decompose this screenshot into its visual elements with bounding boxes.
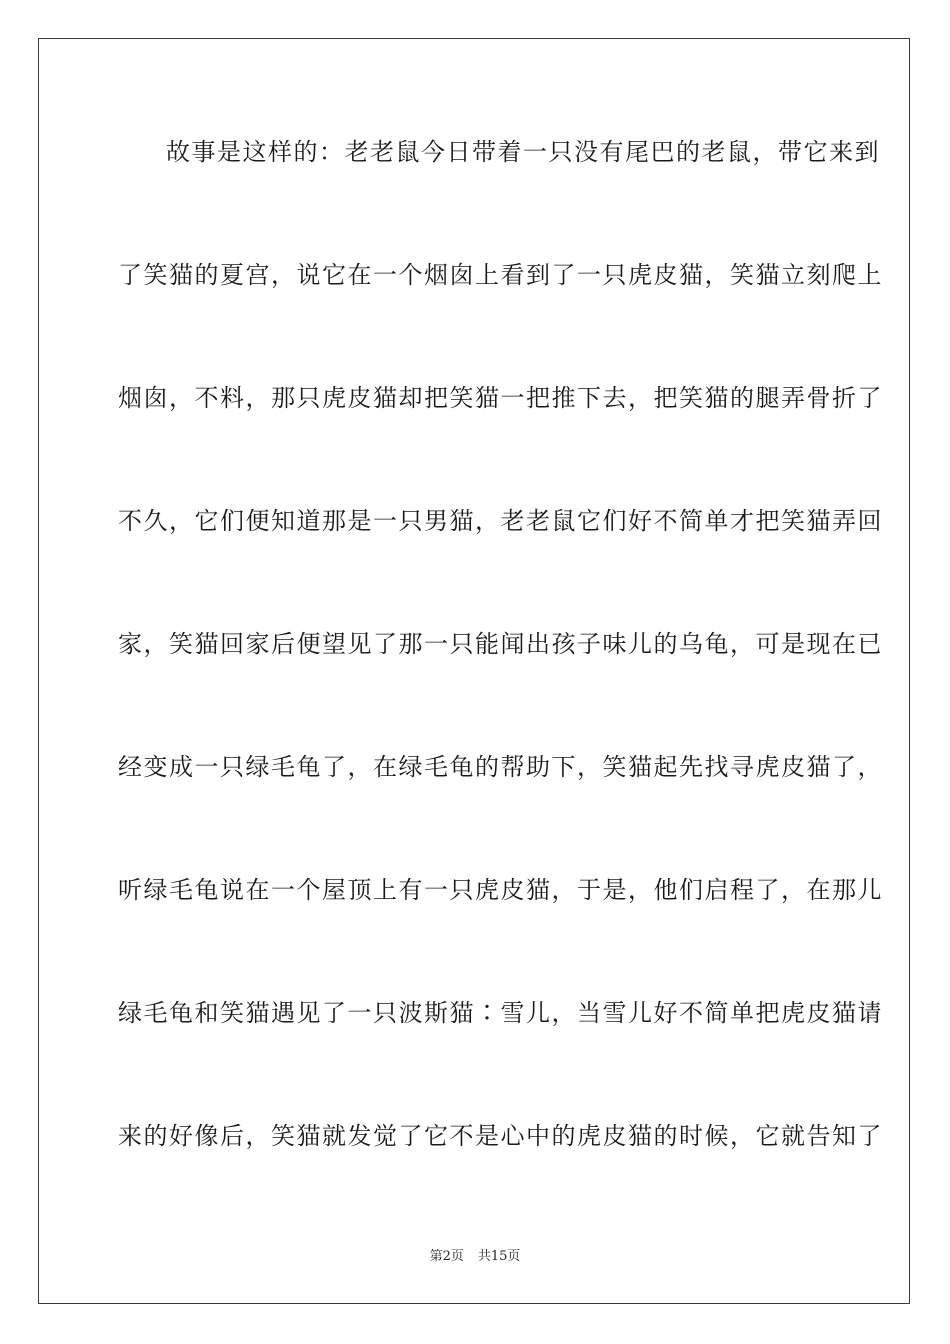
paragraph-line: 经变成一只绿毛龟了，在绿毛龟的帮助下，笑猫起先找寻虎皮猫了，: [118, 753, 883, 781]
paragraph-line: 听绿毛龟说在一个屋顶上有一只虎皮猫，于是，他们启程了，在那儿: [118, 876, 883, 904]
page-total: 共15页: [477, 1249, 521, 1264]
page-border: [38, 38, 910, 1304]
page-number: 第2页: [429, 1249, 464, 1264]
paragraph-line: 故事是这样的：老老鼠今日带着一只没有尾巴的老鼠，带它来到: [166, 138, 880, 166]
paragraph-line: 了笑猫的夏宫，说它在一个烟囱上看到了一只虎皮猫，笑猫立刻爬上: [118, 261, 883, 289]
page-footer: [0, 1248, 950, 1266]
paragraph-line: 家，笑猫回家后便望见了那一只能闻出孩子味儿的乌龟，可是现在已: [118, 630, 883, 658]
paragraph-line: 烟囱，不料，那只虎皮猫却把笑猫一把推下去，把笑猫的腿弄骨折了: [118, 384, 883, 412]
paragraph-line: 来的好像后，笑猫就发觉了它不是心中的虎皮猫的时候，它就告知了: [118, 1122, 883, 1150]
paragraph-line: 绿毛龟和笑猫遇见了一只波斯猫∶雪儿，当雪儿好不简单把虎皮猫请: [118, 999, 883, 1027]
paragraph-line: 不久，它们便知道那是一只男猫，老老鼠它们好不简单才把笑猫弄回: [118, 507, 883, 535]
